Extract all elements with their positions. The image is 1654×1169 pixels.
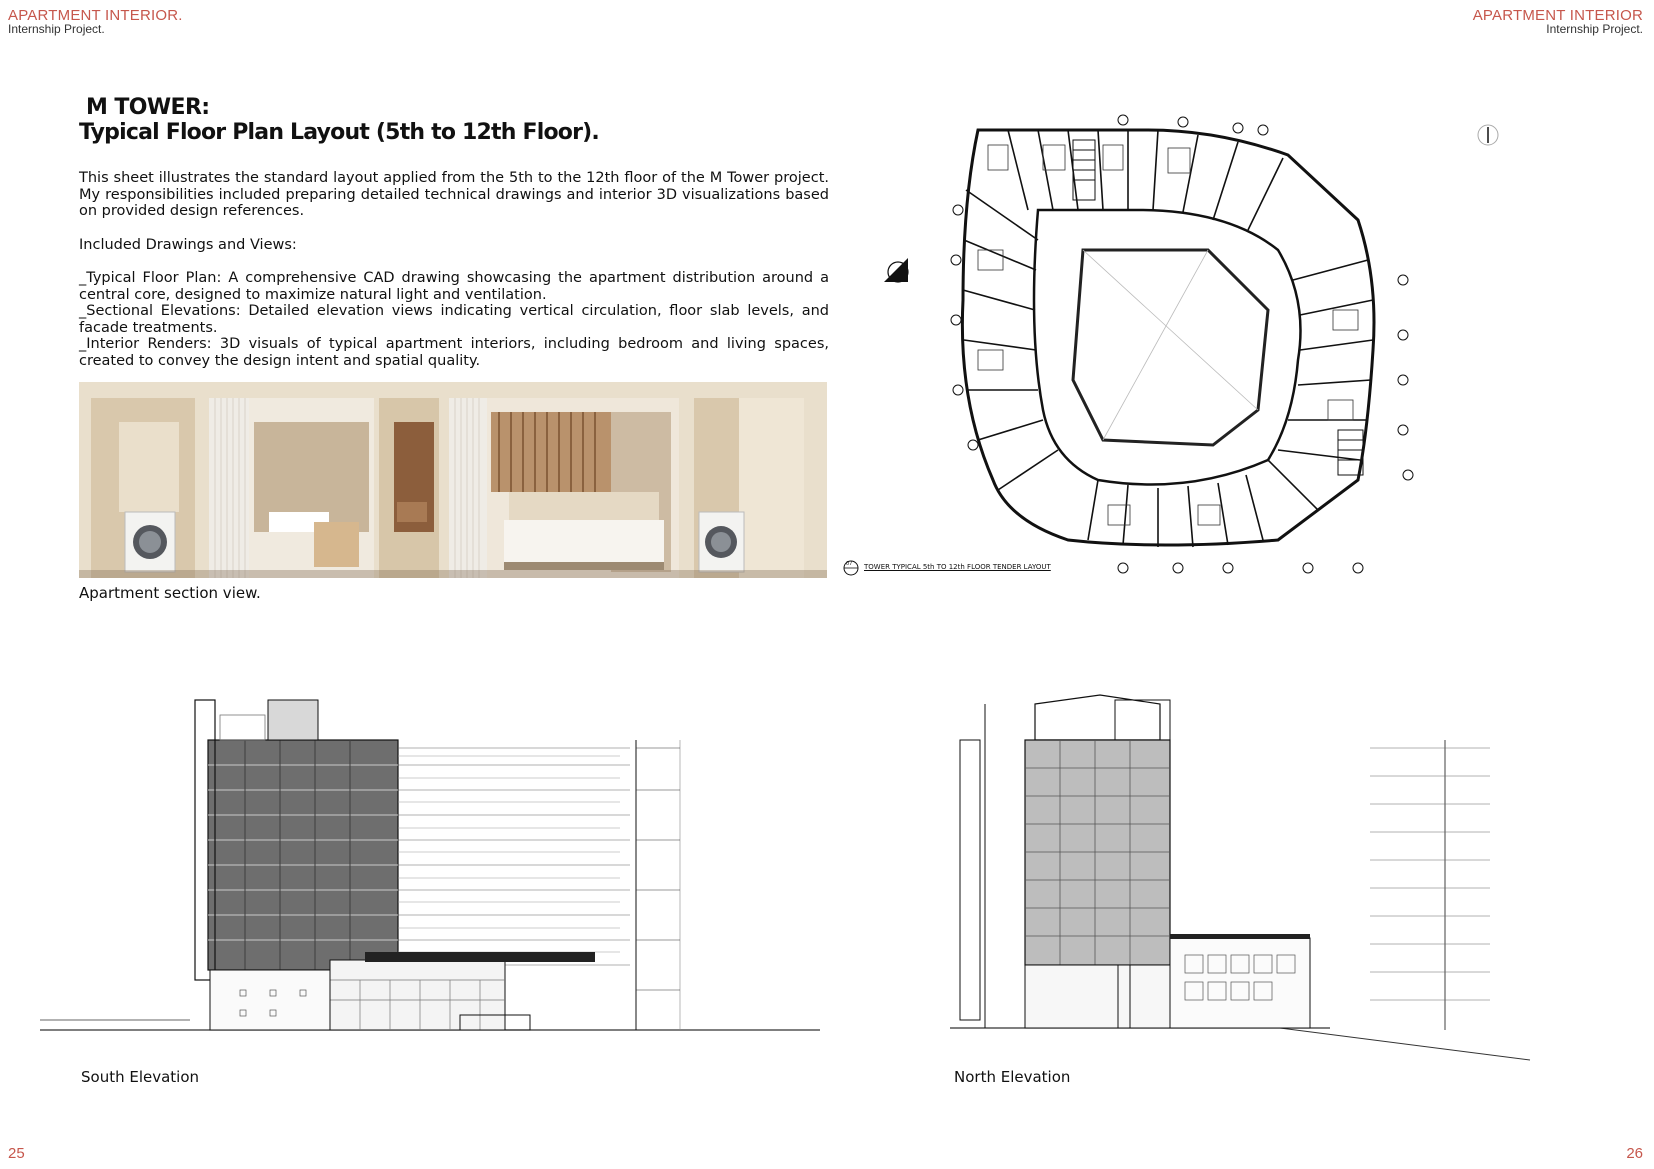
- south-elevation-drawing: [40, 690, 820, 1070]
- floor-plan-drawing: [838, 100, 1558, 585]
- right-header-subtitle: Internship Project.: [1546, 22, 1643, 36]
- intro-paragraph: [79, 170, 829, 220]
- list-item: _Interior Renders: 3D visuals of typical apartment interiors, including bedroom and living spaces, created to convey the design intent and spatial quality.: [79, 336, 829, 369]
- section-caption: Apartment section view.: [79, 584, 261, 602]
- right-page-number: 26: [1626, 1145, 1643, 1162]
- left-page-number: 25: [8, 1145, 25, 1162]
- page-subtitle: Typical Floor Plan Layout (5th to 12th Floor).: [79, 120, 599, 145]
- list-item: _Sectional Elevations: Detailed elevation views indicating vertical circulation, floor slab levels, and facade treatments.: [79, 303, 829, 336]
- right-header-title: APARTMENT INTERIOR: [1472, 7, 1643, 24]
- list-item: _Typical Floor Plan: A comprehensive CAD drawing showcasing the apartment distribution around a central core, designed to maximize natural light and ventilation.: [79, 270, 829, 303]
- plan-title-label: TOWER TYPICAL 5th TO 12th FLOOR TENDER LAYOUT: [864, 563, 1051, 571]
- apartment-section-render: [79, 382, 827, 578]
- included-list: [79, 270, 829, 370]
- north-elevation-drawing: [950, 690, 1580, 1070]
- south-elevation-caption: South Elevation: [81, 1068, 200, 1086]
- left-header-subtitle: Internship Project.: [8, 22, 105, 36]
- left-header-title: APARTMENT INTERIOR.: [8, 7, 183, 24]
- intro-text: This sheet illustrates the standard layout applied from the 5th to the 12th floor of the M Tower project. My responsibilities included preparing detailed technical drawings and interior 3D visualizations based on provided design references.: [79, 170, 829, 220]
- included-heading: Included Drawings and Views:: [79, 237, 297, 253]
- north-elevation-caption: North Elevation: [954, 1068, 1071, 1086]
- plan-marker-number: 07: [846, 561, 853, 567]
- page-title: M TOWER:: [86, 95, 210, 120]
